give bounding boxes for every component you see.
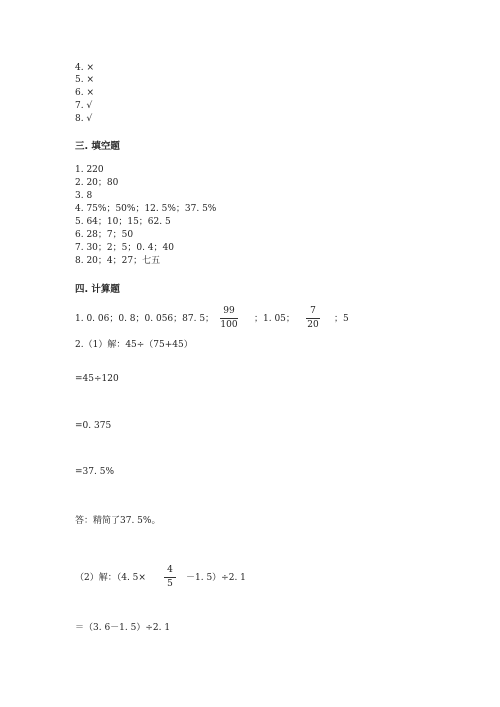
answer-line: 8. 20；4；27；七五 <box>75 256 161 266</box>
section-heading: 三. 填空题 <box>75 141 120 152</box>
solution-step: =0. 375 <box>75 421 112 431</box>
q1-part-b: ；1. 05； <box>254 314 295 324</box>
answer-line: 5. × <box>75 75 94 85</box>
solution-answer: 答：精简了37. 5%。 <box>75 516 161 526</box>
answer-line: 7. 30；2；5；0. 4；40 <box>75 243 174 253</box>
fraction-bar <box>306 318 320 319</box>
answer-line: 3. 8 <box>75 191 93 201</box>
fraction <box>306 306 320 331</box>
fraction <box>220 306 238 331</box>
fraction-denominator: 20 <box>307 320 319 330</box>
q1-part-a: 1. 0. 06；0. 8；0. 056；87. 5； <box>75 314 215 324</box>
answer-line: 7. √ <box>75 101 93 111</box>
solution-step: =45÷120 <box>75 374 119 384</box>
answer-line: 6. × <box>75 88 94 98</box>
fraction <box>164 565 176 590</box>
fraction-numerator: 99 <box>223 306 235 316</box>
answer-line: 4. 75%；50%；12. 5%；37. 5% <box>75 204 217 214</box>
answer-line: 6. 28；7；50 <box>75 230 134 240</box>
fraction-bar <box>164 577 176 578</box>
answer-line: 1. 220 <box>75 165 104 175</box>
solution-step: ＝（3. 6－1. 5）÷2. 1 <box>75 623 171 633</box>
fraction-numerator: 7 <box>310 306 316 316</box>
fraction-denominator: 5 <box>167 579 173 589</box>
fraction-numerator: 4 <box>167 565 173 575</box>
answer-line: 2. 20；80 <box>75 178 119 188</box>
solution-line: 2.（1）解：45÷（75+45） <box>75 340 193 350</box>
q2-2-part-a: （2）解：（4. 5× <box>75 573 146 583</box>
fraction-bar <box>220 318 238 319</box>
q1-part-c: ；5 <box>334 314 349 324</box>
q2-2-part-b: －1. 5）÷2. 1 <box>186 573 246 583</box>
answer-line: 8. √ <box>75 114 93 124</box>
section-heading: 四. 计算题 <box>75 284 120 295</box>
answer-line: 5. 64；10；15；62. 5 <box>75 217 171 227</box>
answer-line: 4. × <box>75 63 94 73</box>
solution-step: =37. 5% <box>75 467 114 477</box>
fraction-denominator: 100 <box>220 320 238 330</box>
